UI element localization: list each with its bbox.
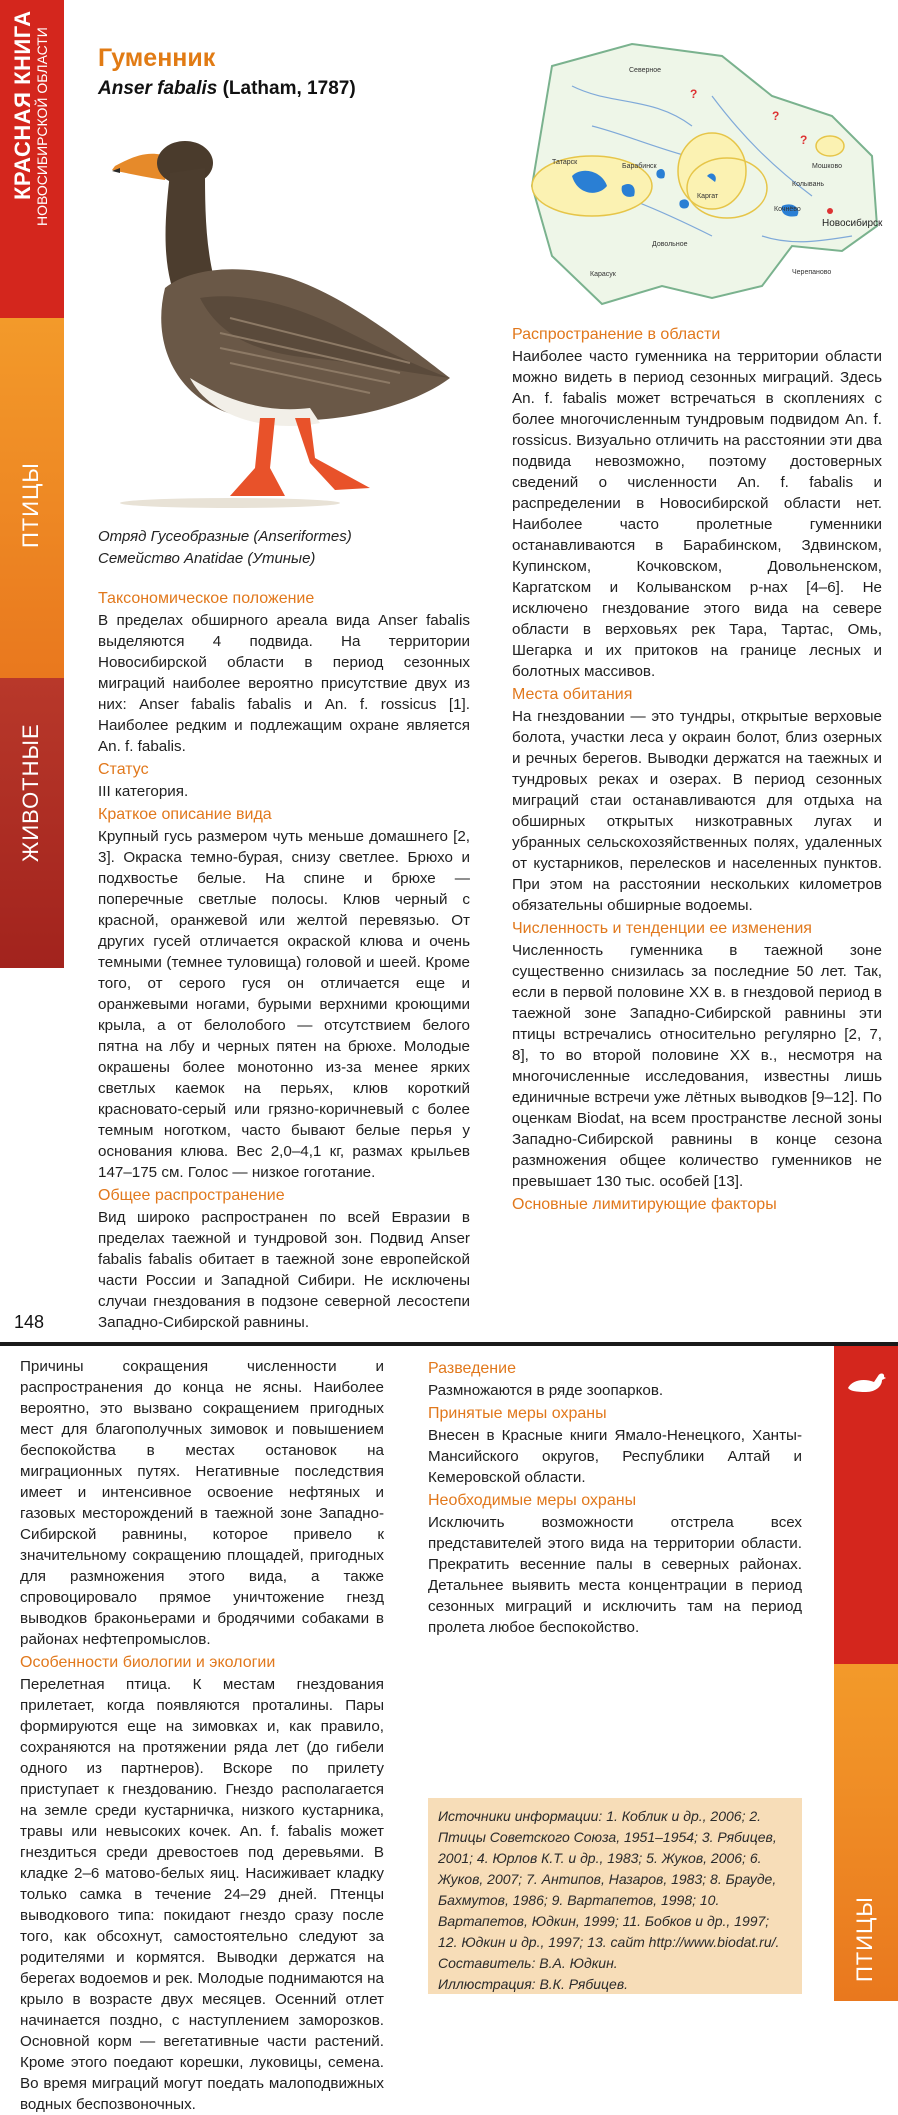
map-label-dovolnoe: Довольное	[652, 241, 688, 248]
distribution-map	[512, 36, 884, 314]
map-label-moshkovo: Мошково	[812, 163, 842, 170]
map-label-kargat: Каргат	[697, 193, 719, 200]
text-limiting-factors: Причины сокращения численности и распространения до конца не ясны. Наиболее вероятно, это вызвано сокращением пригодных мест для благополучных зимовок и повышением беспокойства в местах остановок на миграционных путях. Негативные последствия имеет и интенсивное освоение нефтяных и газовых месторождений в таежной зоне Западно-Сибирской равнины, которое привело к значительному сокращению площадей, пригодных для размножения этого вида, а также спровоцировало прямое уничтожение гнезд выводков браконьерами и бродячими собаками в районах нефтепромыслов.	[20, 1358, 384, 1648]
map-label-cherepanovo: Черепаново	[792, 269, 832, 276]
heading-numbers: Численность и тенденции ее изменения	[512, 920, 812, 937]
text-taxonomy: В пределах обширного ареала вида Anser fabalis выделяются 4 подвида. На территории Новосибирской области в период сезонных миграций наиболее вероятно присутствие двух из них: Anser fabalis fabalis и An. f. rossicus [1]. Наиболее редким и подлежащим охране является An. f. fabalis.	[98, 612, 470, 755]
book-title: КРАСНАЯ КНИГА	[10, 10, 35, 200]
text-description: Крупный гусь размером чуть меньше домашнего [2, 3]. Окраска темно-бурая, снизу светлее. Брюхо и подхвостье белые. На спине и брюхе — поперечные светлые полосы. Клюв черный с красной, оранжевой или желтой перевязью. От других гусей отличается окраской клюва и очень темными (темнее туловища) головой и шеей. Кроме того, от серого гуся он отличается еще и оранжевыми ногами, бурыми верхними кроющими крыла, а от белолобого — отсутствием белого пятна на лбу и черных пятен на брюхе. Молодые окрашены более монотонно из-за менее ярких светлых каемок на перьях, клюв короткий красновато-серый или грязно-коричневый с более темным ноготком, часто бывают белые перья у основания клюва. Вес 2,0–4,1 кг, размах крыльев 147–175 см. Голос — низкое гоготание.	[98, 828, 470, 1181]
taxonomy-family: Семейство Anatidae (Утиные)	[98, 550, 316, 567]
heading-biology: Особенности биологии и экологии	[20, 1654, 276, 1671]
bean-goose-illustration	[110, 118, 470, 508]
taxonomy-order: Отряд Гусеобразные (Anseriformes)	[98, 528, 352, 545]
text-general-distribution: Вид широко распространен по всей Евразии в пределах таежной и тундровой зон. Подвид Anser fabalis fabalis обитает в таежной зоне европейской части России и Западной Сибири. Не исключены случаи гнездования в подзоне северной лесостепи Западно-Сибирской равнины.	[98, 1209, 470, 1331]
map-label-kochenevo: Кочнёво	[774, 206, 801, 213]
heading-description: Краткое описание вида	[98, 806, 272, 823]
species-latin: Anser fabalis (Latham, 1787)	[98, 78, 356, 99]
text-numbers: Численность гуменника в таежной зоне существенно снизилась за последние 50 лет. Так, если в первой половине XX в. в гнездовой период в таежной зоне Западно-Сибирской равнины эти птицы встречались относительно регулярно [2, 7, 8], то во второй половине XX в., несмотря на многочисленные исследования, известны лишь единичные встречи уже лётных выводков [9–12]. По оценкам Biodat, на всем пространстве лесной зоны Западно-Сибирской равнины в конце сезона размножения общее количество гуменников не превышает 130 тыс. особей [13].	[512, 942, 882, 1190]
sources-box	[428, 1798, 802, 1994]
map-label-kolyvan: Колывань	[792, 181, 824, 188]
left-column	[98, 586, 470, 1333]
map-question-2: ?	[772, 109, 780, 123]
section-animals: ЖИВОТНЫЕ	[18, 723, 43, 862]
heading-regional-distribution: Распространение в области	[512, 326, 721, 343]
map-label-karasuk: Карасук	[590, 271, 616, 278]
heading-limiting-factors: Основные лимитирующие факторы	[512, 1196, 777, 1213]
sources-text: Источники информации: 1. Коблик и др., 2006; 2. Птицы Советского Союза, 1951–1954; 3. Рябицев, 2001; 4. Юрлов К.Т. и др., 1983; 5. Жуков, 2006; 6. Жуков, 2007; 7. Антипов, Назаров, 1983; 8. Брауде, Бахмутов, 1986; 9. Вартапетов, 1998; 10. Вартапетов, Юдкин, 1999; 11. Бобков и др., 1997; 12. Юдкин и др., 1997; 13. сайт http://www.biodat.ru/.	[438, 1808, 780, 1950]
heading-general-distribution: Общее распространение	[98, 1187, 285, 1204]
side-band	[0, 0, 64, 1342]
map-question-1: ?	[690, 87, 698, 101]
heading-habitat: Места обитания	[512, 686, 633, 703]
map-label-novosibirsk: Новосибирск	[822, 218, 883, 229]
heading-breeding: Разведение	[428, 1360, 516, 1377]
section-birds: ПТИЦЫ	[18, 462, 43, 548]
text-protection-needed: Исключить возможности отстрела всех представителей этого вида на территории области. Прекратить весенние палы в северных районах. Детальнее выявить места концентрации в период сезонных миграций и исключить там на период пролета любое беспокойство.	[428, 1514, 802, 1636]
text-biology: Перелетная птица. К местам гнездования прилетает, когда появляются проталины. Пары формируются еще на зимовках и, как правило, сохраняются на протяжении ряда лет (до гибели одного из партнеров). Вскоре по прилету приступает к гнездованию. Гнездо располагается на земле среди кустарничка, низкого кустарника, травы или невысоких кочек. An. f. fabalis может гнездиться среди древостоев под деревьями. В кладке 2–6 матово-белых яиц. Насиживает кладку только самка в течение 24–29 дней. Птенцы выводкового типа: покидают гнездо сразу после того, как обсохнут, самостоятельно следуют за родителями и кормятся. Выводки держатся на берегах водоемов и рек. Молодые поднимаются на крыло в возрасте двух месяцев. Осенний отлет начинается поздно, с наступлением заморозков. Основной корм — вегетативные части растений. Кроме этого поедают корешки, луковицы, семена. Во время миграций могут поедать малоподвижных водных беспозвоночных.	[20, 1676, 384, 2113]
compiler: Составитель: В.А. Юдкин.	[438, 1955, 618, 1971]
heading-taxonomy: Таксономическое положение	[98, 590, 315, 607]
bottom-right-column	[428, 1356, 802, 1638]
side-band-right	[834, 1346, 898, 2001]
text-protection-taken: Внесен в Красные книги Ямало-Ненецкого, Ханты-Мансийского округов, Республики Алтай и Кемеровской области.	[428, 1427, 802, 1486]
region-title: НОВОСИБИРСКОЙ ОБЛАСТИ	[34, 27, 50, 226]
illustrator: Иллюстрация: В.К. Рябицев.	[438, 1976, 629, 1992]
bottom-left-column	[20, 1356, 384, 2115]
text-breeding: Размножаются в ряде зоопарков.	[428, 1382, 664, 1399]
text-regional-distribution: Наиболее часто гуменника на территории области можно видеть в период сезонных миграций. Здесь An. f. fabalis может встречаться в скоплениях с более многочисленным тундровым подвидом An. f. rossicus. Визуально отличить на расстоянии эти два подвида невозможно, поэтому достоверных сведений о численности An. f. fabalis и распределении в Новосибирской области нет. Наиболее часто пролетные гуменники останавливаются в Барабинском, Здвинском, Купинском, Кочковском, Довольненском, Каргатском и Колыванском р-нах [4–6]. Не исключено гнездование этого вида на севере области в верховьях рек Тара, Тартас, Омь, Шегарка и их притоков на границе лесных и болотных массивов.	[512, 348, 882, 680]
map-label-barabinsk: Барабинск	[622, 163, 657, 170]
right-column	[512, 322, 882, 1216]
heading-protection-needed: Необходимые меры охраны	[428, 1492, 637, 1509]
map-label-tatarsk: Татарск	[552, 159, 578, 166]
species-title: Гуменник	[98, 44, 216, 72]
map-label-severnoe: Северное	[629, 67, 662, 74]
page-number: 148	[14, 1312, 45, 1332]
taxonomy	[98, 526, 352, 570]
text-status: III категория.	[98, 783, 189, 800]
text-habitat: На гнездовании — это тундры, открытые верховые болота, участки леса у окраин болот, близ озерных и речных берегов. Выводки держатся на таежных и тундровых реках и озерах. В период сезонных миграций стаи останавливаются для отдыха на обширных открытых низкотравных лугах и убранных сельскохозяйственных полях, удаленных от кустарников, перелесков и населенных пунктов. При этом на расстоянии нескольких километров обязательны обширные водоемы.	[512, 708, 882, 914]
section-birds-right: ПТИЦЫ	[852, 1896, 877, 1982]
heading-protection-taken: Принятые меры охраны	[428, 1405, 607, 1422]
heading-status: Статус	[98, 761, 149, 778]
map-question-3: ?	[800, 133, 808, 147]
page-149	[0, 1342, 898, 2113]
duck-icon	[842, 1366, 888, 1396]
